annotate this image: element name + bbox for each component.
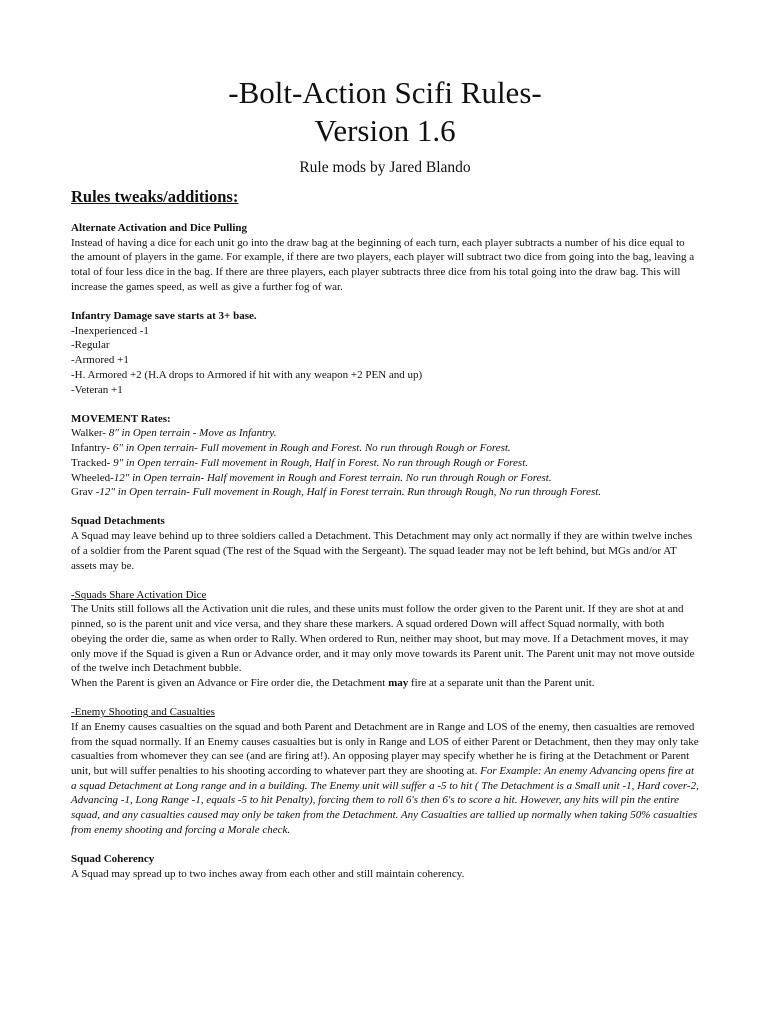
share-activation-section: [71, 588, 699, 691]
title-line-2: Version 1.6: [314, 113, 456, 148]
share-activation-body: The Units still follows all the Activation unit die rules, and these units must follow the order given to the Parent unit. If they are shot at and pinned, so is the parent unit and vice versa, and they share these markers. A squad ordered Down will affect Squad normally, with both obeying the order die, same as when order to Rally. When ordered to Run, neither may shoot, but may move. If a Detachment moves, it may only move if the Squad is given a Run or Advance order, and it may only move towards its Parent unit. The Parent unit may not move outside of the twelve inch Detachment bubble.: [71, 603, 695, 675]
movement-text: 6" in Open terrain- Full movement in Rough and Forest. No run through Rough or Forest.: [112, 442, 511, 455]
movement-text: 8" in Open terrain - Move as Infantry.: [108, 427, 277, 440]
title-line-1: -Bolt-Action Scifi Rules-: [228, 75, 542, 110]
squad-detachments-body: A Squad may leave behind up to three soldiers called a Detachment. This Detachment may only act normally if they are within twelve inches of a soldier from the Parent squad (The rest of the Squad with the Sergeant). The squad leader may not be left behind, but MGs and/or AT assets may be.: [71, 530, 693, 572]
movement-unit: Tracked-: [71, 456, 114, 469]
document-title: [71, 74, 699, 150]
document-page: [71, 74, 699, 881]
movement-row: [71, 426, 699, 441]
infantry-damage-section: [71, 309, 699, 397]
activation-section: [71, 221, 699, 295]
movement-heading: MOVEMENT Rates:: [71, 412, 171, 425]
movement-text: 12" in Open terrain- Full movement in Rough, Half in Forest terrain. Run through Rough, No run through Forest.: [99, 486, 602, 499]
movement-row: [71, 441, 699, 456]
enemy-shooting-example: For Example: An enemy Advancing opens fire at a squad Detachment at Long range and in a building. The Enemy unit will suffer a -5 to hit ( The Detachment is a Small unit -1, Hard cover-2, Advancing -1, Long Range -1, equals -5 to hit Penalty), forcing them to roll 6's then 6's to score a hit. However, any hits will pin the entire squad, and any casualties caused may only be taken from the Detachment. Any Casualties are tallied up normally when taking 50% casualties from enemy shooting and forcing a Morale check.: [71, 765, 699, 836]
movement-section: [71, 412, 699, 500]
movement-row: [71, 485, 699, 500]
movement-text: 9" in Open terrain- Full movement in Rough, Half in Forest. No run through Rough or Forest.: [113, 456, 529, 469]
squad-detachments-section: [71, 514, 699, 573]
movement-row: [71, 471, 699, 486]
enemy-shooting-heading: -Enemy Shooting and Casualties: [71, 706, 215, 719]
movement-unit: Walker-: [71, 427, 109, 440]
infantry-damage-item: -H. Armored +2 (H.A drops to Armored if hit with any weapon +2 PEN and up): [71, 368, 423, 381]
document-subtitle: Rule mods by Jared Blando: [299, 159, 471, 176]
infantry-damage-item: -Veteran +1: [71, 383, 123, 396]
movement-unit: Grav -: [71, 486, 100, 499]
section-title: Rules tweaks/additions:: [71, 187, 239, 206]
squad-coherency-body: A Squad may spread up to two inches away from each other and still maintain coherency.: [71, 867, 465, 880]
infantry-damage-heading: Infantry Damage save starts at 3+ base.: [71, 310, 257, 323]
share-activation-heading: -Squads Share Activation Dice: [71, 588, 207, 601]
enemy-shooting-section: [71, 705, 699, 837]
infantry-damage-item: -Regular: [71, 339, 110, 352]
activation-body: Instead of having a dice for each unit go into the draw bag at the beginning of each turn, each player subtracts a number of his dice equal to the amount of players in the game. For example, if there are two players, each player will subtract two dice from going into the bag, leaving a total of four less dice in the bag. If there are three players, each player subtracts three dice from his total going into the draw bag. This will increase the games speed, as well as give a further fog of war.: [71, 236, 695, 293]
movement-unit: Infantry-: [71, 442, 113, 455]
activation-heading: Alternate Activation and Dice Pulling: [71, 222, 247, 234]
movement-row: [71, 456, 699, 471]
squad-coherency-section: [71, 852, 699, 881]
infantry-damage-item: -Inexperienced -1: [71, 324, 149, 337]
movement-unit: Wheeled-: [71, 471, 114, 484]
share-activation-body-2: When the Parent is given an Advance or Fire order die, the Detachment may fire at a separate unit than the Parent unit.: [71, 676, 595, 689]
infantry-damage-item: -Armored +1: [71, 354, 129, 367]
movement-text: 12" in Open terrain- Half movement in Rough and Forest terrain. No run through Rough or Forest.: [113, 471, 552, 484]
enemy-shooting-body: If an Enemy causes casualties on the squad and both Parent and Detachment are in Range and LOS of the enemy, then casualties are removed from the squad normally. If an Enemy causes casualties but is only in Range and LOS of either Parent or Detachment, then they may only take casualties from whomever they can see (and are firing at!). An opposing player may specify whether he is firing at the Detachment or Parent unit, but will suffer penalties to his shooting according to whatever part they are shooting at. For Example: An enemy Advancing opens fire at a squad Detachment at Long range and in a building. The Enemy unit will suffer a -5 to hit ( The Detachment is a Small unit -1, Hard cover-2, Advancing -1, Long Range -1, equals -5 to hit Penalty), forcing them to roll 6's then 6's to score a hit. However, any hits will pin the entire squad, and any casualties caused may only be taken from the Detachment. Any Casualties are tallied up normally when taking 50% casualties from enemy shooting and forcing a Morale check.: [71, 720, 699, 836]
squad-coherency-heading: Squad Coherency: [71, 853, 155, 866]
emphasis-may: may: [388, 676, 409, 689]
squad-detachments-heading: Squad Detachments: [71, 515, 165, 528]
